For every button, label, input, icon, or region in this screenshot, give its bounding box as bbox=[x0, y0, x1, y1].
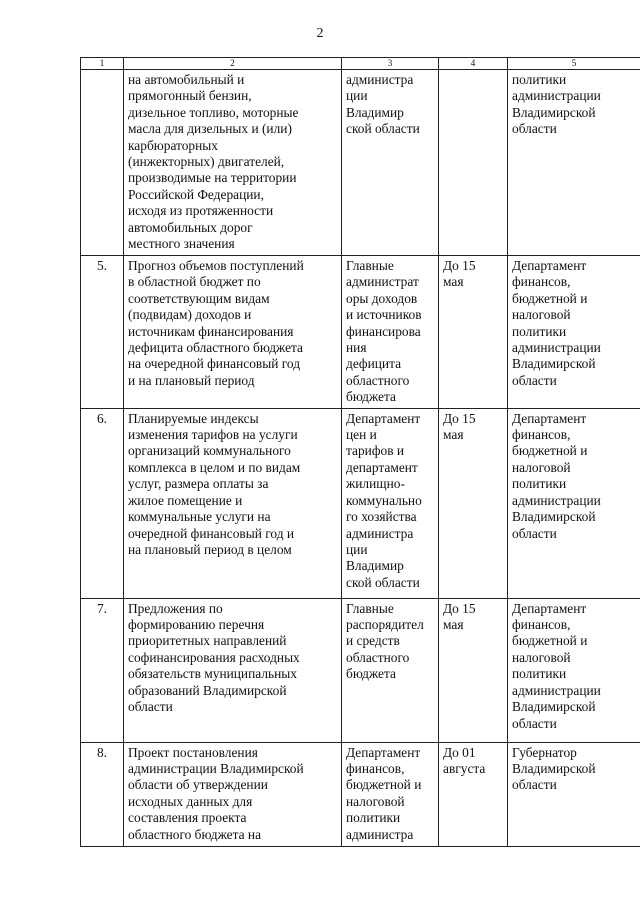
row-responsible: Департамент цен и тарифов и департамент жилищно- коммунально го хозяйства администра ции Владимир ской области bbox=[346, 410, 422, 590]
row-recipient: Департамент финансов, бюджетной и налоговой политики администрации Владимирской области bbox=[512, 410, 601, 541]
row-description: Планируемые индексы изменения тарифов на услуги организаций коммунального комплекса в целом и по видам услуг, размера оплаты за жилое помещение и коммунальные услуги на очередной финансовый год и на плановый период в целом bbox=[128, 410, 301, 557]
row-description: на автомобильный и прямогонный бензин, дизельное топливо, моторные масла для дизельных и (или) карбюраторных (инжекторных) двигателей, производимые на территории Российской Федерации, исходя из протяженности автомобильных дорог местного значения bbox=[128, 72, 299, 252]
row-deadline: До 15 мая bbox=[443, 600, 476, 633]
row-number-cell bbox=[81, 742, 124, 846]
row-description-cell bbox=[124, 598, 342, 742]
row-recipient-cell bbox=[508, 408, 640, 598]
document-table bbox=[80, 57, 640, 847]
row-deadline-cell bbox=[439, 408, 508, 598]
row-description: Проект постановления администрации Владимирской области об утверждении исходных данных для составления проекта областного бюджета на bbox=[128, 744, 304, 842]
row-number-cell bbox=[81, 70, 124, 256]
table-row bbox=[81, 742, 640, 846]
row-responsible: администра ции Владимир ской области bbox=[346, 72, 420, 137]
row-description-cell bbox=[124, 70, 342, 256]
row-responsible-cell bbox=[342, 256, 439, 409]
row-deadline: До 15 мая bbox=[443, 258, 476, 290]
row-description: Прогноз объемов поступлений в областной бюджет по соответствующим видам (подвидам) доходов и источникам финансирования дефицита областного бюджета на очередной финансовый год и на плановый период bbox=[128, 258, 304, 388]
column-number-3: 3 bbox=[342, 58, 439, 70]
row-responsible: Главные администрат оры доходов и источников финансирова ния дефицита областного бюджета bbox=[346, 258, 422, 405]
row-number: 6. bbox=[96, 410, 108, 426]
row-deadline-cell bbox=[439, 598, 508, 742]
row-deadline-cell bbox=[439, 256, 508, 409]
row-responsible: Департамент финансов, бюджетной и налоговой политики администра bbox=[346, 744, 422, 842]
row-number: 5. bbox=[96, 258, 108, 273]
column-number-2: 2 bbox=[124, 58, 342, 70]
row-description: Предложения по формированию перечня приоритетных направлений софинансирования расходных обязательств муниципальных образований Владимирской области bbox=[128, 600, 300, 715]
row-recipient-cell bbox=[508, 598, 640, 742]
row-deadline-cell bbox=[439, 742, 508, 846]
row-responsible: Главные распорядител и средств областного бюджета bbox=[346, 600, 424, 682]
row-recipient-cell bbox=[508, 70, 640, 256]
row-responsible-cell bbox=[342, 408, 439, 598]
row-responsible-cell bbox=[342, 598, 439, 742]
row-recipient: политики администрации Владимирской области bbox=[512, 72, 601, 137]
page-number: 2 bbox=[316, 26, 324, 41]
row-description-cell bbox=[124, 408, 342, 598]
row-recipient: Губернатор Владимирской области bbox=[512, 744, 596, 793]
row-recipient-cell bbox=[508, 256, 640, 409]
column-number-row bbox=[81, 58, 640, 70]
column-number-5: 5 bbox=[508, 58, 640, 70]
table-row bbox=[81, 598, 640, 742]
row-description-cell bbox=[124, 742, 342, 846]
table-row bbox=[81, 408, 640, 598]
row-number: 7. bbox=[96, 600, 108, 616]
row-deadline-cell bbox=[439, 70, 508, 256]
row-responsible-cell bbox=[342, 70, 439, 256]
column-number-4: 4 bbox=[439, 58, 508, 70]
table-row bbox=[81, 256, 640, 409]
row-recipient-cell bbox=[508, 742, 640, 846]
table-body bbox=[81, 58, 640, 847]
row-number-cell bbox=[81, 408, 124, 598]
table-row bbox=[81, 70, 640, 256]
row-deadline: До 01 августа bbox=[443, 744, 486, 777]
row-recipient: Департамент финансов, бюджетной и налоговой политики администрации Владимирской области bbox=[512, 600, 601, 731]
row-responsible-cell bbox=[342, 742, 439, 846]
row-recipient: Департамент финансов, бюджетной и налоговой политики администрации Владимирской области bbox=[512, 258, 601, 388]
row-number-cell bbox=[81, 598, 124, 742]
row-description-cell bbox=[124, 256, 342, 409]
row-number: 8. bbox=[96, 744, 108, 760]
row-number-cell bbox=[81, 256, 124, 409]
column-number-1: 1 bbox=[81, 58, 124, 70]
row-deadline: До 15 мая bbox=[443, 410, 476, 443]
